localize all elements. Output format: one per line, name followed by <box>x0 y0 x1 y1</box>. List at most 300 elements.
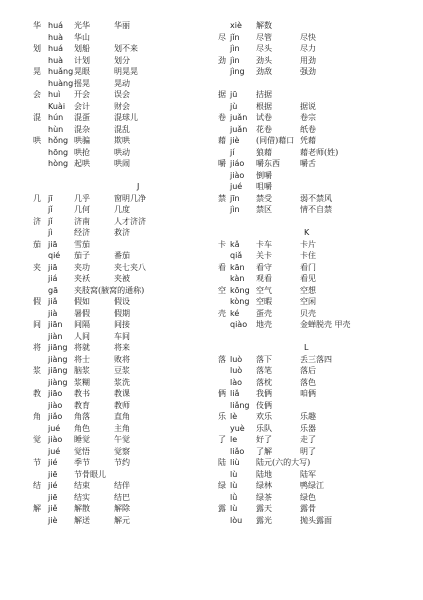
entry-word-2: 结伴 <box>114 481 130 490</box>
entry-word-2: 欺哄 <box>114 136 130 145</box>
entry-row <box>218 216 418 228</box>
entry-pinyin: jiē <box>48 492 58 502</box>
entry-word-1: 蛋壳 <box>256 308 272 318</box>
entry-row <box>33 388 208 400</box>
entry-pinyin: jiāng <box>48 343 68 352</box>
entry-word-2: 晃动 <box>114 78 130 88</box>
entry-word-2: 假期 <box>114 308 130 318</box>
entry-word-1: 划船 <box>74 44 90 53</box>
entry-row <box>33 434 208 446</box>
entry-pinyin: lè <box>230 412 238 421</box>
section-letter <box>218 342 418 354</box>
entry-pinyin: jié <box>48 481 58 490</box>
entry-word-2: 主角 <box>114 423 130 433</box>
entry-word-2: 卡住 <box>300 251 316 260</box>
entry-word-1: 几何 <box>74 205 90 214</box>
entry-word-1: 根据 <box>256 101 272 111</box>
entry-pinyin: hǒng <box>48 136 69 145</box>
entry-pinyin: huá <box>48 21 64 30</box>
entry-word-2: 直角 <box>114 412 130 421</box>
entry-word-1: 嚼东西 <box>256 159 280 168</box>
entry-row <box>218 480 418 492</box>
entry-word-2: 藉老师(姓) <box>300 147 339 157</box>
entry-row <box>33 446 208 458</box>
entry-row <box>33 354 208 366</box>
entry-pinyin: kǎ <box>230 239 240 249</box>
entry-pinyin: Kuài <box>48 101 66 111</box>
entry-word-2: 结巴 <box>114 492 130 502</box>
entry-word-1: 解散 <box>74 504 90 513</box>
entry-word-1: 将就 <box>74 343 90 352</box>
entry-pinyin: jù <box>230 101 238 111</box>
entry-row <box>218 469 418 481</box>
entry-row <box>218 124 418 136</box>
entry-row <box>218 193 418 205</box>
entry-row <box>33 250 208 262</box>
entry-row <box>218 457 418 469</box>
entry-pinyin: kòng <box>230 297 250 306</box>
entry-word-2: 车间 <box>114 331 130 341</box>
entry-word-2: 露骨 <box>300 504 316 513</box>
entry-word-1: 角落 <box>74 412 90 421</box>
entry-word-2: 人才济济 <box>114 216 146 226</box>
entry-pinyin: le <box>230 435 238 444</box>
entry-pinyin: huà <box>48 32 64 42</box>
entry-pinyin: kàn <box>230 274 245 283</box>
entry-row <box>33 411 208 423</box>
entry-word-2: 嚼舌 <box>300 159 316 168</box>
entry-character: 解 <box>33 504 41 513</box>
entry-character: 禁 <box>218 193 226 203</box>
entry-row <box>33 124 208 136</box>
entry-pinyin: jiě <box>48 504 58 513</box>
entry-word-1: 绿林 <box>256 481 272 490</box>
entry-row <box>33 227 208 239</box>
entry-word-1: 济南 <box>74 216 90 226</box>
entry-word-2: 财会 <box>114 101 130 111</box>
entry-row <box>33 365 208 377</box>
entry-character: 俩 <box>218 389 226 398</box>
entry-pinyin: jié <box>48 458 58 467</box>
entry-character: 看 <box>218 262 226 272</box>
entry-word-1: 劲头 <box>256 55 272 65</box>
entry-row <box>33 319 208 331</box>
entry-row <box>218 354 418 366</box>
entry-word-1: 夹袄 <box>74 274 90 283</box>
entry-row <box>218 78 418 90</box>
entry-word-2: 乐趣 <box>300 412 316 421</box>
entry-character: 卷 <box>218 113 226 122</box>
entry-word-2: 绿色 <box>300 492 316 502</box>
entry-row <box>218 43 418 55</box>
entry-row <box>33 296 208 308</box>
entry-row <box>218 55 418 67</box>
entry-pinyin: xiè <box>230 21 242 30</box>
entry-word-1: 晃眼 <box>74 67 90 76</box>
entry-character: 夹 <box>33 262 41 272</box>
entry-word-1: 摇晃 <box>74 78 90 88</box>
entry-row <box>33 147 208 159</box>
entry-character: 间 <box>33 320 41 329</box>
entry-word-1: 好了 <box>256 435 272 444</box>
entry-row <box>33 377 208 389</box>
entry-word-1: 拮据 <box>256 90 272 99</box>
entry-word-1: 试卷 <box>256 113 272 122</box>
entry-pinyin: hòng <box>48 159 69 168</box>
entry-word-2: 明了 <box>300 446 316 456</box>
entry-word-1: 陆地 <box>256 469 272 479</box>
entry-word-1: 光华 <box>74 21 90 30</box>
entry-character: 劲 <box>218 55 226 65</box>
entry-row <box>218 446 418 458</box>
entry-row <box>218 112 418 124</box>
entry-row <box>218 377 418 389</box>
entry-pinyin: lòu <box>230 515 243 525</box>
entry-character: 济 <box>33 216 41 226</box>
entry-word-1: 禁受 <box>256 193 272 203</box>
entry-pinyin: ké <box>230 308 240 318</box>
entry-row <box>218 204 418 216</box>
entry-character: 浆 <box>33 366 41 375</box>
entry-word-1: 间隔 <box>74 320 90 329</box>
entry-word-1: 起哄 <box>74 159 90 168</box>
entry-word-1: 露光 <box>256 515 272 525</box>
entry-word-1: 陆元(六的大写) <box>256 458 311 467</box>
entry-row <box>33 331 208 343</box>
entry-word-2: 哄闹 <box>114 159 130 168</box>
entry-pinyin: lù <box>230 481 238 490</box>
entry-row <box>33 78 208 90</box>
entry-row <box>33 204 208 216</box>
entry-pinyin: hùn <box>48 124 64 134</box>
entry-row <box>218 503 418 515</box>
entry-word-1: 结束 <box>74 481 90 490</box>
entry-character: 几 <box>33 193 41 203</box>
entry-word-1: 劲敌 <box>256 67 272 76</box>
entry-row <box>33 89 208 101</box>
entry-word-2: 落色 <box>300 377 316 387</box>
entry-word-1: 我俩 <box>256 389 272 398</box>
entry-word-1: 教书 <box>74 389 90 398</box>
entry-word-1: 茄子 <box>74 251 90 260</box>
entry-word-2: 咱俩 <box>300 389 316 398</box>
entry-word-1: 倒嚼 <box>256 170 272 180</box>
entry-pinyin: huàng <box>48 78 74 88</box>
entry-row <box>218 135 418 147</box>
entry-word-2: 据说 <box>300 101 316 111</box>
entry-row <box>33 400 208 412</box>
entry-row <box>33 342 208 354</box>
entry-word-1: 狼藉 <box>256 147 272 157</box>
entry-word-1: 节骨眼儿 <box>74 469 106 479</box>
entry-word-2: 明晃晃 <box>114 67 138 76</box>
entry-pinyin: lù <box>230 504 238 513</box>
entry-row <box>33 308 208 320</box>
entry-pinyin: luò <box>230 366 243 375</box>
entry-row <box>33 20 208 32</box>
entry-row <box>33 285 208 297</box>
entry-word-2: 用劲 <box>300 55 316 65</box>
entry-character: 觉 <box>33 435 41 444</box>
entry-word-1: 了解 <box>256 446 272 456</box>
entry-pinyin: jiào <box>48 400 63 410</box>
entry-pinyin: jiào <box>48 435 63 444</box>
entry-row <box>218 400 418 412</box>
entry-pinyin: jìn <box>230 205 240 214</box>
entry-pinyin: luò <box>230 354 243 364</box>
entry-pinyin: jiè <box>230 136 240 145</box>
entry-pinyin: qié <box>48 251 61 260</box>
entry-row <box>33 262 208 274</box>
entry-word-2: 丢三落四 <box>300 354 332 364</box>
entry-row <box>218 66 418 78</box>
entry-pinyin: liǎng <box>230 400 250 410</box>
entry-word-1: 季节 <box>74 458 90 467</box>
entry-word-1: 教育 <box>74 400 90 410</box>
entry-word-1: 人间 <box>74 331 90 341</box>
entry-pinyin: huá <box>48 44 64 53</box>
entry-word-2: 陆军 <box>300 469 316 479</box>
entry-row <box>218 388 418 400</box>
entry-word-1: 露天 <box>256 504 272 513</box>
entry-row <box>33 158 208 170</box>
entry-pinyin: jīn <box>230 193 240 203</box>
entry-word-1: (同借)藉口 <box>256 136 295 145</box>
entry-row <box>218 273 418 285</box>
entry-pinyin: qiǎ <box>230 251 243 260</box>
entry-row <box>33 101 208 113</box>
entry-character: 露 <box>218 504 226 513</box>
entry-character: 落 <box>218 354 226 364</box>
entry-word-1: 看守 <box>256 262 272 272</box>
entry-word-1: 脑浆 <box>74 366 90 375</box>
entry-pinyin: jiāng <box>48 366 68 375</box>
entry-row <box>33 423 208 435</box>
entry-row <box>33 273 208 285</box>
entry-row <box>33 170 208 182</box>
entry-pinyin: jiào <box>230 170 245 180</box>
entry-word-2: 节约 <box>114 458 130 467</box>
entry-word-1: 浆糊 <box>74 377 90 387</box>
entry-word-2: 划分 <box>114 55 130 65</box>
entry-pinyin: jǐ <box>48 205 53 214</box>
entry-row <box>33 239 208 251</box>
entry-word-2: 凭藉 <box>300 136 316 145</box>
entry-word-1: 经济 <box>74 228 90 237</box>
entry-word-2: 救济 <box>114 228 130 237</box>
entry-pinyin: jǐ <box>48 216 53 226</box>
entry-row <box>218 147 418 159</box>
entry-word-1: 华山 <box>74 32 90 42</box>
entry-pinyin: jìn <box>230 44 240 53</box>
entry-word-2: 金蝉脱壳 甲壳 <box>300 320 351 329</box>
entry-row <box>33 469 208 481</box>
entry-word-2: 乐器 <box>300 423 316 433</box>
entry-pinyin: huǎng <box>48 67 74 76</box>
entry-word-2: 将来 <box>114 343 130 352</box>
entry-pinyin: liǎo <box>230 446 245 456</box>
entry-character: 教 <box>33 389 41 398</box>
entry-character: 陆 <box>218 458 226 467</box>
entry-row <box>218 308 418 320</box>
entry-pinyin: jiǎ <box>48 297 58 306</box>
entry-pinyin: jū <box>230 90 238 99</box>
entry-character: 混 <box>33 113 41 122</box>
entry-word-1: 睡觉 <box>74 435 90 444</box>
entry-word-1: 卡车 <box>256 239 272 249</box>
entry-pinyin: juǎn <box>230 124 248 134</box>
entry-row <box>218 331 418 343</box>
entry-word-2: 空想 <box>300 285 316 295</box>
entry-word-2: 哄动 <box>114 147 130 157</box>
entry-word-1: 观看 <box>256 274 272 283</box>
entry-word-2: 弱不禁风 <box>300 193 332 203</box>
entry-word-2: 解除 <box>114 504 130 513</box>
entry-row <box>33 480 208 492</box>
entry-word-2: 空闲 <box>300 297 316 306</box>
entry-row <box>218 515 418 527</box>
entry-row <box>33 216 208 228</box>
entry-word-1: 落笔 <box>256 366 272 375</box>
entry-pinyin: lǜ <box>230 492 238 502</box>
entry-character: 茄 <box>33 239 41 249</box>
entry-row <box>33 43 208 55</box>
entry-word-2: 强劲 <box>300 67 316 76</box>
entry-character: 华 <box>33 21 41 30</box>
entry-character: 绿 <box>218 481 226 490</box>
entry-character: 了 <box>218 435 226 444</box>
entry-word-2: 夹七夹八 <box>114 262 146 272</box>
entry-pinyin: jǐn <box>230 32 240 42</box>
entry-character: 假 <box>33 297 41 306</box>
entry-row <box>218 158 418 170</box>
entry-word-2: 鸭绿江 <box>300 481 324 490</box>
entry-word-2: 纸卷 <box>300 124 316 134</box>
entry-row <box>218 262 418 274</box>
entry-word-1: 空气 <box>256 285 272 295</box>
entry-pinyin: jiáo <box>230 159 245 168</box>
entry-character: 晃 <box>33 67 41 76</box>
entry-word-2: 贝壳 <box>300 308 316 318</box>
entry-character: 壳 <box>218 308 226 318</box>
entry-word-1: 雪茄 <box>74 239 90 249</box>
entry-word-2: 抛头露面 <box>300 515 332 525</box>
entry-row <box>33 112 208 124</box>
entry-row <box>33 135 208 147</box>
entry-character: 划 <box>33 44 41 53</box>
entry-word-2: 走了 <box>300 435 316 444</box>
entry-pinyin: kān <box>230 262 245 272</box>
entry-word-2: 混球儿 <box>114 113 138 122</box>
entry-pinyin: jìn <box>230 55 240 65</box>
entry-word-2: 浆洗 <box>114 377 130 387</box>
entry-character: 据 <box>218 90 226 99</box>
entry-word-1: 混杂 <box>74 124 90 134</box>
entry-word-1: 哄骗 <box>74 136 90 145</box>
entry-pinyin: hōng <box>48 147 69 157</box>
entry-word-2: 几度 <box>114 205 130 214</box>
entry-word-1: 咀嚼 <box>256 182 272 191</box>
entry-row <box>218 89 418 101</box>
entry-pinyin: jué <box>48 423 61 433</box>
entry-word-2: 教课 <box>114 389 130 398</box>
entry-character: 角 <box>33 412 41 421</box>
entry-word-1: 尽管 <box>256 32 272 42</box>
entry-row <box>218 411 418 423</box>
entry-word-2: 豆浆 <box>114 366 130 375</box>
entry-word-2: 落后 <box>300 366 316 375</box>
entry-word-1: 解数 <box>256 21 272 30</box>
entry-word-2: 午觉 <box>114 435 130 444</box>
entry-word-2: 华丽 <box>114 21 130 30</box>
right-column <box>218 20 418 526</box>
entry-word-1: 伎俩 <box>256 400 272 410</box>
entry-pinyin: hún <box>48 113 64 122</box>
entry-row <box>218 250 418 262</box>
entry-word-1: 假如 <box>74 297 90 306</box>
entry-word-2: 划不来 <box>114 44 138 53</box>
section-letter-text: L <box>304 343 309 352</box>
entry-word-1: 开会 <box>74 90 90 99</box>
entry-word-1: 将士 <box>74 354 90 364</box>
section-letter <box>218 227 418 239</box>
entry-row <box>218 239 418 251</box>
entry-pinyin: jiā <box>48 262 58 272</box>
entry-pinyin: jí <box>230 147 235 157</box>
entry-character: 嚼 <box>218 159 226 168</box>
entry-pinyin: jì <box>48 228 53 237</box>
entry-row <box>218 20 418 32</box>
entry-word-2: 败将 <box>114 354 130 364</box>
entry-pinyin: jué <box>48 446 61 456</box>
entry-word-1: 绿茶 <box>256 492 272 502</box>
entry-row <box>33 32 208 44</box>
entry-word-1: 觉悟 <box>74 446 90 456</box>
entry-word-2: 解元 <box>114 515 130 525</box>
entry-word-1: 地壳 <box>256 320 272 329</box>
entry-word-1: 欢乐 <box>256 412 272 421</box>
entry-word-2: 情不自禁 <box>300 205 332 214</box>
entry-row <box>218 434 418 446</box>
entry-word-2: 间接 <box>114 320 130 329</box>
entry-pinyin: jiā <box>48 239 58 249</box>
entry-pinyin: qiào <box>230 320 248 329</box>
entry-character: 将 <box>33 343 41 352</box>
entry-row <box>218 181 418 193</box>
entry-row <box>218 170 418 182</box>
entry-word-2: 误会 <box>114 90 130 99</box>
entry-word-1: 解送 <box>74 515 90 525</box>
entry-word-2: 教师 <box>114 400 130 410</box>
entry-pinyin: lù <box>230 469 238 479</box>
entry-row <box>218 101 418 113</box>
left-column <box>33 20 208 526</box>
entry-word-2: 卷宗 <box>300 113 316 122</box>
entry-pinyin: jiāo <box>48 389 63 398</box>
entry-pinyin: jiè <box>48 515 58 525</box>
entry-pinyin: jìng <box>230 67 245 76</box>
entry-row <box>33 193 208 205</box>
section-letter-text: J <box>137 182 140 191</box>
entry-word-2: 窗明几净 <box>114 193 146 203</box>
entry-pinyin: jué <box>230 182 243 191</box>
entry-word-1: 夹功 <box>74 262 90 272</box>
entry-row <box>218 423 418 435</box>
entry-row <box>218 492 418 504</box>
entry-word-2: 尽快 <box>300 32 316 42</box>
entry-pinyin: jī <box>48 193 53 203</box>
entry-pinyin: kōng <box>230 285 250 295</box>
